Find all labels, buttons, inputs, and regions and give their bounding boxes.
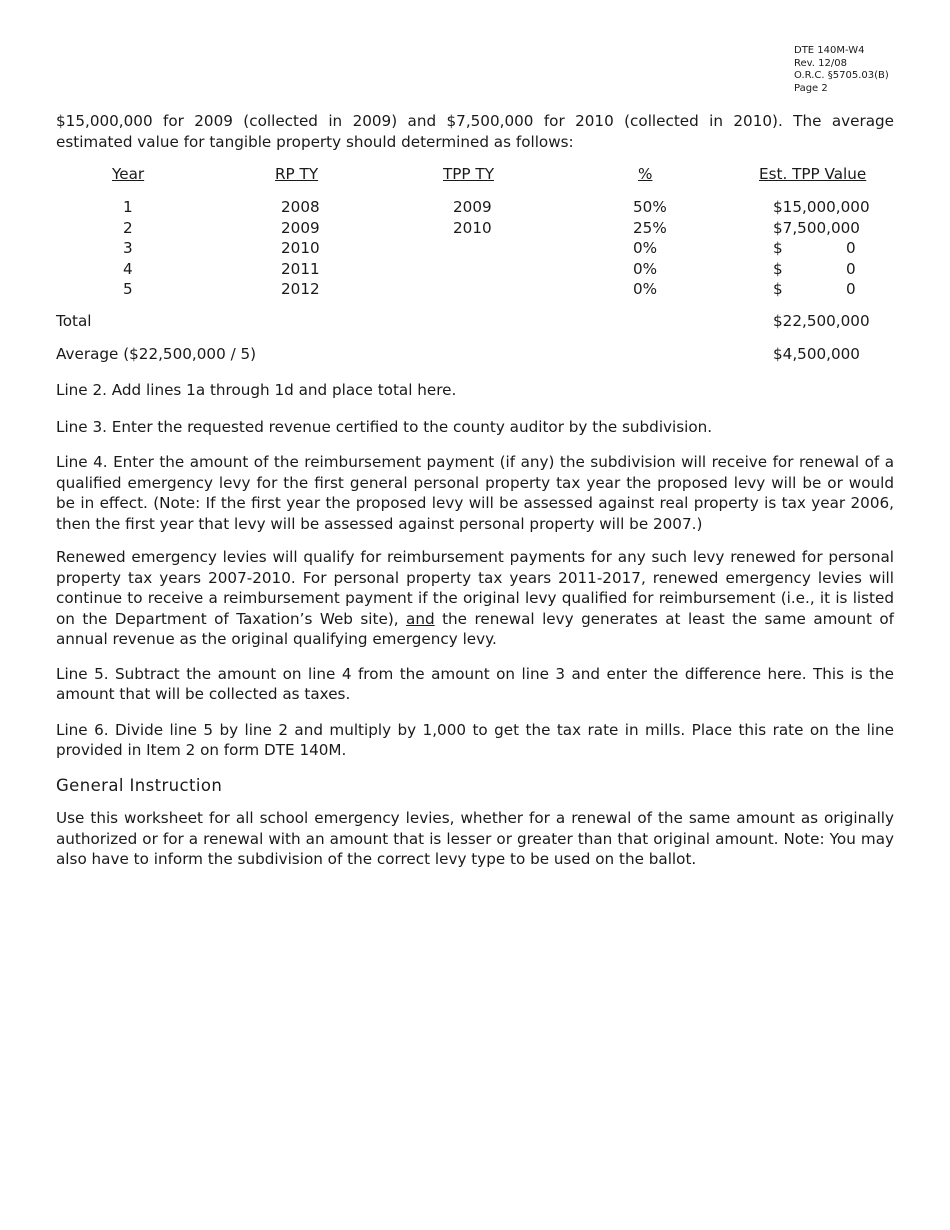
table-cell-year: 3 xyxy=(123,239,133,257)
table-cell-est-value: 0 xyxy=(846,280,856,298)
tpp-value-table xyxy=(56,164,894,426)
table-cell-percent: 0% xyxy=(633,280,658,298)
table-cell-est-value: 0 xyxy=(846,239,856,257)
table-cell-est-value: $15,000,000 xyxy=(773,198,870,216)
line-4-instruction: Line 4. Enter the amount of the reimbursement payment (if any) the subdivision will receive for renewal of a qualified emergency levy for the first general personal property tax year the proposed levy will be or would be in effect. (Note: If the first year the proposed levy will be assessed against real property is tax year 2006, then the first year that levy will be assessed against personal property will be 2007.) xyxy=(56,453,894,533)
form-id: DTE 140M-W4 xyxy=(794,45,865,56)
table-cell-year: 4 xyxy=(123,259,133,278)
average-value: $4,500,000 xyxy=(773,345,860,363)
col-header-est-tpp-value: Est. TPP Value xyxy=(759,165,867,183)
renewed-text-part1: Renewed emergency levies will qualify for reimbursement payments for any such levy renewed for personal property tax years 2007-2010. For personal property tax years 2011-2017, renewed emergency levies will continue to receive a reimbursement payment if the original levy qualified for reimbursement (i.e., it is listed on the Department of Taxation’s Web site), xyxy=(56,548,894,628)
table-cell-rp-ty: 2008 xyxy=(281,198,320,216)
line-2-instruction: Line 2. Add lines 1a through 1d and place total here. xyxy=(56,381,457,399)
table-cell-percent: 0% xyxy=(633,239,658,257)
table-cell-rp-ty: 2009 xyxy=(281,218,320,237)
table-cell-year: 2 xyxy=(123,218,133,237)
col-header-rp-ty: RP TY xyxy=(275,165,319,183)
renewed-levies-paragraph xyxy=(56,547,894,650)
table-cell-currency: $ xyxy=(773,239,783,257)
table-cell-rp-ty: 2010 xyxy=(281,239,320,257)
renewed-and-emphasis: and xyxy=(406,609,435,628)
line-6-instruction: Line 6. Divide line 5 by line 2 and multiply by 1,000 to get the tax rate in mills. Place this rate on the line provided in Item 2 on form DTE 140M. xyxy=(56,720,894,759)
col-header-year: Year xyxy=(112,165,145,183)
table-cell-percent: 0% xyxy=(633,259,658,278)
col-header-percent: % xyxy=(638,165,653,183)
col-header-tpp-ty: TPP TY xyxy=(443,165,494,183)
revision-date: Rev. 12/08 xyxy=(794,57,847,69)
table-cell-percent: 50% xyxy=(633,198,667,216)
table-cell-rp-ty: 2011 xyxy=(281,259,320,278)
general-instruction-text: Use this worksheet for all school emergency levies, whether for a renewal of the same amount as originally authorized or for a renewal with an amount that is lesser or greater than that original amount. Note: You may also have to inform the subdivision of the correct levy type to be used on the ballot. xyxy=(56,809,894,868)
line-3-instruction: Line 3. Enter the requested revenue certified to the county auditor by the subdivision. xyxy=(56,417,713,436)
orc-reference: O.R.C. §5705.03(B) xyxy=(794,70,889,81)
table-cell-year: 1 xyxy=(123,198,133,216)
line-5-instruction: Line 5. Subtract the amount on line 4 from the amount on line 3 and enter the difference here. This is the amount that will be collected as taxes. xyxy=(56,664,894,703)
form-header xyxy=(794,45,889,95)
renewed-text-part2: the renewal levy generates at least the same amount of annual revenue as the original qualifying emergency levy. xyxy=(56,609,895,648)
general-instruction-heading: General Instruction xyxy=(56,775,223,795)
table-cell-percent: 25% xyxy=(633,218,667,237)
table-cell-currency: $ xyxy=(773,259,783,278)
average-label: Average ($22,500,000 / 5) xyxy=(56,345,257,363)
document-body xyxy=(56,111,894,870)
table-cell-tpp-ty: 2010 xyxy=(453,218,492,237)
table-cell-year: 5 xyxy=(123,280,133,298)
table-cell-rp-ty: 2012 xyxy=(281,280,320,298)
total-value: $22,500,000 xyxy=(773,312,870,330)
table-cell-est-value: 0 xyxy=(846,259,856,278)
page-number: Page 2 xyxy=(794,82,828,94)
table-cell-tpp-ty: 2009 xyxy=(453,198,492,216)
table-cell-currency: $ xyxy=(773,280,783,298)
intro-paragraph: $15,000,000 for 2009 (collected in 2009) and $7,500,000 for 2010 (collected in 2010). The average estimated value for tangible property should determined as follows: xyxy=(56,112,894,151)
total-label: Total xyxy=(56,312,92,330)
table-cell-est-value: $7,500,000 xyxy=(773,218,860,237)
